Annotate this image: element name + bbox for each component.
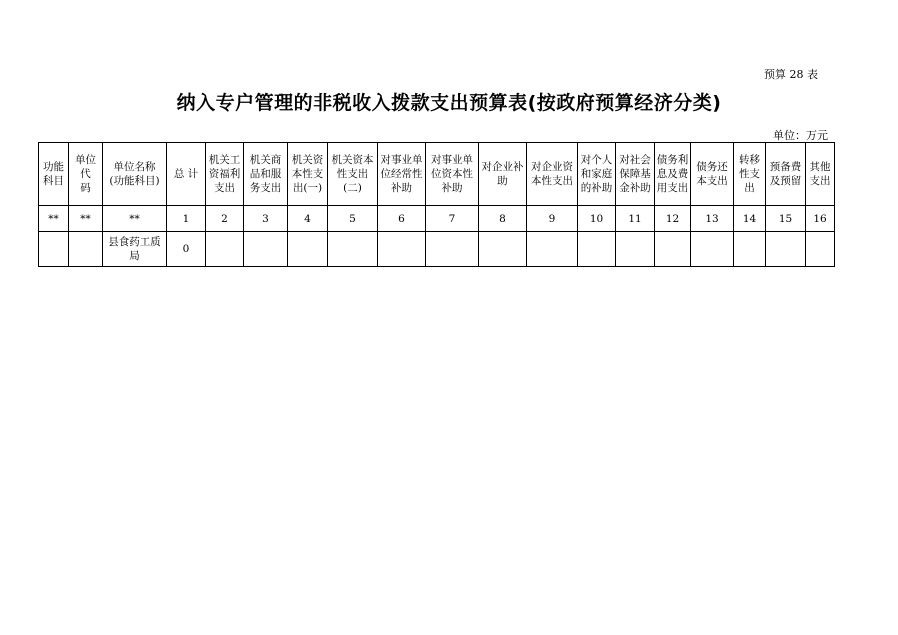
column-header: 总 计 [167, 143, 206, 206]
column-header: 债务利 息及费 用支出 [655, 143, 691, 206]
column-header: 机关资 本性支 出(一) [288, 143, 328, 206]
cell-empty [378, 232, 426, 267]
cell-empty [734, 232, 766, 267]
cell-empty [479, 232, 527, 267]
cell-empty [426, 232, 479, 267]
column-header: 机关工 资福利 支出 [206, 143, 244, 206]
column-index: ** [39, 206, 69, 232]
cell-empty [691, 232, 734, 267]
column-index: 11 [616, 206, 655, 232]
budget-table [38, 142, 835, 267]
index-row [39, 206, 835, 232]
cell-empty [206, 232, 244, 267]
table-row [39, 232, 835, 267]
column-header: 转移 性支 出 [734, 143, 766, 206]
unit-label: 单位：万元 [773, 129, 828, 142]
column-index: 6 [378, 206, 426, 232]
cell-total: 0 [167, 232, 206, 267]
column-index: 10 [578, 206, 616, 232]
form-number: 预算 28 表 [764, 68, 818, 81]
cell-empty [527, 232, 578, 267]
column-header: 功能 科目 [39, 143, 69, 206]
cell-empty [766, 232, 806, 267]
column-index: 9 [527, 206, 578, 232]
page-title: 纳入专户管理的非税收入拨款支出预算表(按政府预算经济分类) [176, 92, 722, 114]
column-index: 13 [691, 206, 734, 232]
cell-empty [655, 232, 691, 267]
column-header: 其他 支出 [806, 143, 835, 206]
cell-unit-code [69, 232, 103, 267]
cell-empty [328, 232, 378, 267]
column-header: 单位代 码 [69, 143, 103, 206]
column-header: 机关商 品和服 务支出 [244, 143, 288, 206]
column-header: 对事业单 位资本性 补助 [426, 143, 479, 206]
column-index: 7 [426, 206, 479, 232]
column-header: 对企业补 助 [479, 143, 527, 206]
header-row [39, 143, 835, 206]
column-index: 8 [479, 206, 527, 232]
column-index: 5 [328, 206, 378, 232]
column-header: 对个人 和家庭 的补助 [578, 143, 616, 206]
column-header: 机关资本 性支出 (二) [328, 143, 378, 206]
cell-func-code [39, 232, 69, 267]
column-header: 对社会 保障基 金补助 [616, 143, 655, 206]
column-index: 2 [206, 206, 244, 232]
cell-empty [616, 232, 655, 267]
cell-empty [578, 232, 616, 267]
column-header: 预备费 及预留 [766, 143, 806, 206]
column-index: ** [69, 206, 103, 232]
column-index: 3 [244, 206, 288, 232]
column-index: 16 [806, 206, 835, 232]
column-header: 对企业资 本性支出 [527, 143, 578, 206]
cell-empty [244, 232, 288, 267]
column-index: 14 [734, 206, 766, 232]
cell-unit-name: 县食药工质 局 [103, 232, 167, 267]
column-index: 15 [766, 206, 806, 232]
column-index: 1 [167, 206, 206, 232]
cell-empty [806, 232, 835, 267]
column-index: ** [103, 206, 167, 232]
column-index: 12 [655, 206, 691, 232]
cell-empty [288, 232, 328, 267]
column-header: 单位名称 (功能科目) [103, 143, 167, 206]
column-header: 债务还 本支出 [691, 143, 734, 206]
column-header: 对事业单 位经常性 补助 [378, 143, 426, 206]
column-index: 4 [288, 206, 328, 232]
